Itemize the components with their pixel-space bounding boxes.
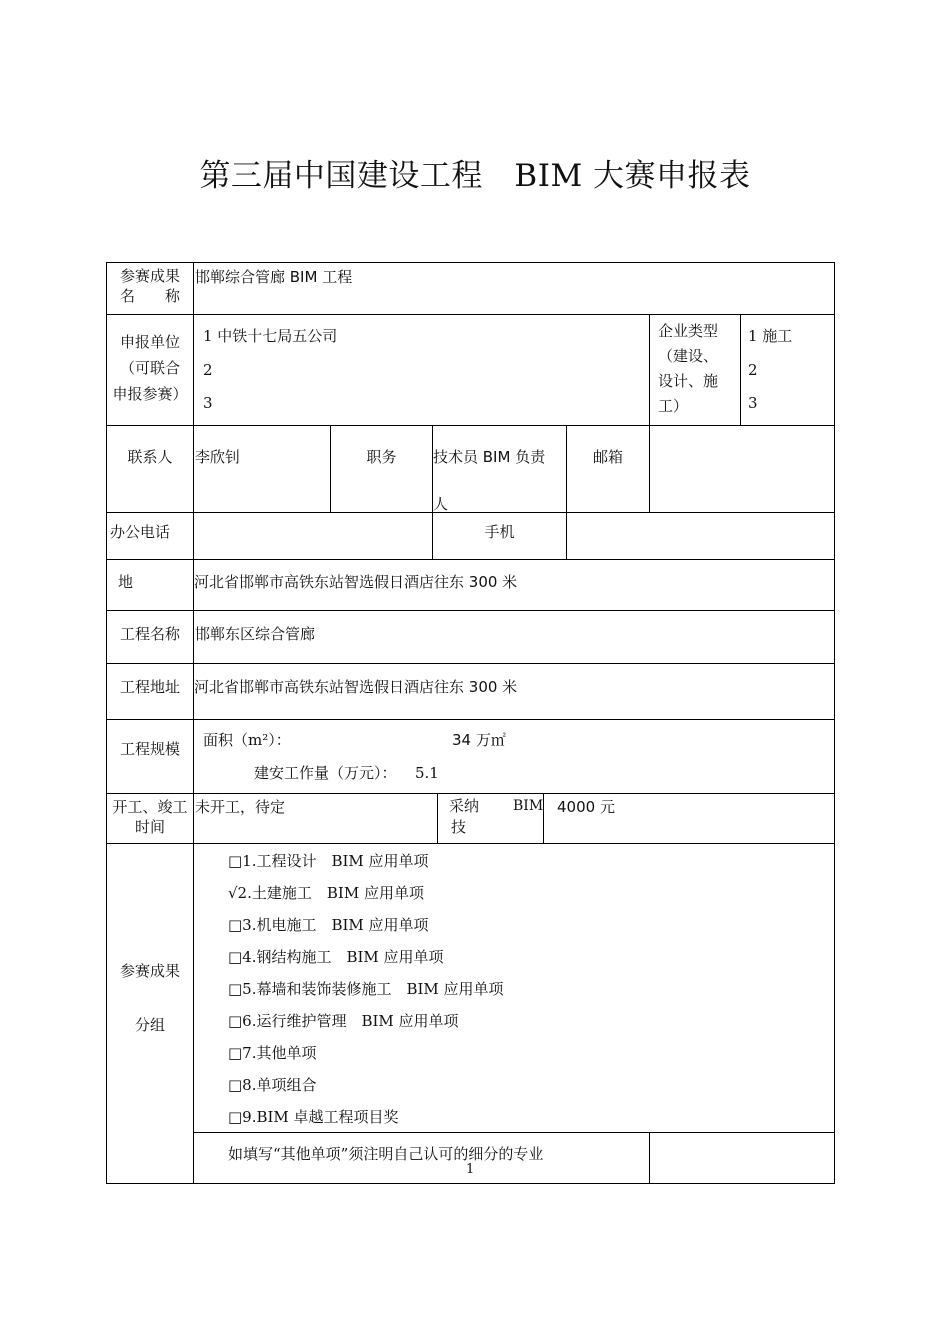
group-item-5: □5.幕墙和装饰装修施工 BIM 应用单项 xyxy=(228,980,504,998)
address-value: 河北省邯郸市高铁东站智选假日酒店往东 300 米 xyxy=(194,573,518,591)
applicant-label: 申报单位 （可联合 申报参赛） xyxy=(112,333,188,403)
page-number: 1 xyxy=(466,1162,475,1177)
bim-investment-label-a: 采纳 xyxy=(449,797,480,815)
contact-label: 联系人 xyxy=(127,448,173,466)
schedule-label: 开工、竣工 时间 xyxy=(112,798,188,836)
engineering-address-label: 工程地址 xyxy=(119,678,180,696)
bim-investment-value: 4000 元 xyxy=(557,798,615,816)
position-label: 职务 xyxy=(366,448,397,466)
office-phone-label: 办公电话 xyxy=(110,523,171,541)
schedule-value: 未开工，待定 xyxy=(195,798,286,816)
address-label: 地 xyxy=(118,573,134,591)
area-label: 面积（m²）： xyxy=(203,731,291,749)
other-group-note: 如填写“其他单项”须注明自己认可的细分的专业 xyxy=(228,1145,544,1163)
area-value: 34 万㎡ xyxy=(452,731,506,749)
group-item-8: □8.单项组合 xyxy=(228,1076,317,1094)
group-item-6: □6.运行维护管理 BIM 应用单项 xyxy=(228,1012,459,1030)
workload-label: 建安工作量（万元）： xyxy=(254,764,397,782)
engineering-name-label: 工程名称 xyxy=(119,625,180,643)
position-value-line2: 人 xyxy=(433,495,449,513)
groups-label-line2: 分组 xyxy=(134,1016,165,1034)
engineering-address-value: 河北省邯郸市高铁东站智选假日酒店往东 300 米 xyxy=(194,678,518,696)
group-item-3: □3.机电施工 BIM 应用单项 xyxy=(228,916,429,934)
mobile-label: 手机 xyxy=(484,523,515,541)
form-title: 第三届中国建设工程 BIM 大赛申报表 xyxy=(199,158,751,194)
enterprise-type-1: 1 施工 xyxy=(748,327,793,345)
workload-value: 5.1 xyxy=(415,764,439,782)
position-value-line1: 技术员 BIM 负责 xyxy=(433,448,546,466)
group-item-7: □7.其他单项 xyxy=(228,1044,317,1062)
email-label: 邮箱 xyxy=(592,448,623,466)
group-item-9: □9.BIM 卓越工程项目奖 xyxy=(228,1108,399,1126)
enterprise-type-label: 企业类型 （建设、 设计、施 工） xyxy=(658,322,719,415)
group-item-2: √2.土建施工 BIM 应用单项 xyxy=(228,884,424,902)
group-item-1: □1.工程设计 BIM 应用单项 xyxy=(228,852,429,870)
enterprise-type-3: 3 xyxy=(748,394,758,412)
group-item-4: □4.钢结构施工 BIM 应用单项 xyxy=(228,948,444,966)
bim-investment-label-b: BIM xyxy=(513,798,544,814)
applicant-unit-1: 1 中铁十七局五公司 xyxy=(203,327,338,345)
applicant-unit-2: 2 xyxy=(203,361,213,379)
project-label: 参赛成果 名 称 xyxy=(119,267,180,305)
contact-name: 李欣钊 xyxy=(195,448,241,466)
bim-investment-label-c: 技 xyxy=(451,818,467,836)
applicant-unit-3: 3 xyxy=(203,394,213,412)
enterprise-type-2: 2 xyxy=(748,361,758,379)
project-name-value: 邯郸综合管廊 BIM 工程 xyxy=(195,268,353,286)
engineering-name-value: 邯郸东区综合管廊 xyxy=(195,625,316,643)
groups-label-line1: 参赛成果 xyxy=(119,962,180,980)
scale-label: 工程规模 xyxy=(119,740,180,758)
